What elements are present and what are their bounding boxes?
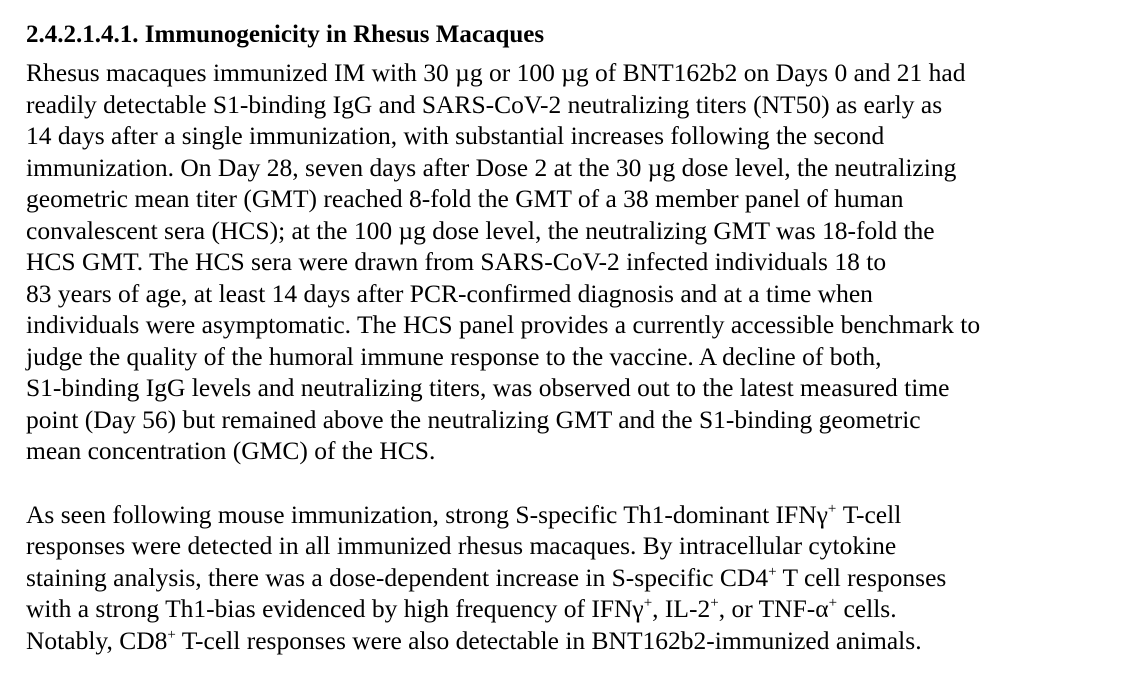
paragraph-t-cell-responses (26, 499, 1106, 657)
text-run: , or TNF-α (718, 594, 829, 623)
text-line: responses were detected in all immunized rhesus macaques. By intracellular cytokine (26, 531, 897, 560)
text-run: T-cell responses were also detectable in BNT162b2-immunized animals. (175, 625, 922, 655)
superscript-plus: + (768, 563, 777, 580)
text-run: Notably, CD8 (26, 625, 168, 655)
text-run: T cell responses (776, 562, 947, 592)
text-line: 83 years of age, at least 14 days after PCR-confirmed diagnosis and at a time when (26, 278, 873, 308)
superscript-plus: + (643, 595, 653, 611)
superscript-plus: + (828, 595, 838, 611)
text-line (26, 562, 1106, 594)
text-line: immunization. On Day 28, seven days after Dose 2 at the 30 µg dose level, the neutralizing (26, 152, 957, 182)
text-run: , IL-2 (652, 594, 711, 623)
superscript-plus: + (827, 500, 837, 517)
text-line: convalescent sera (HCS); at the 100 µg dose level, the neutralizing GMT was 18-fold the (26, 215, 935, 245)
text-line: geometric mean titer (GMT) reached 8-fold the GMT of a 38 member panel of human (26, 184, 904, 213)
text-run: T-cell (836, 499, 902, 529)
text-run: staining analysis, there was a dose-dependent increase in S-specific CD4 (26, 562, 769, 592)
text-run: As seen following mouse immunization, strong S-specific Th1-dominant IFNγ (26, 499, 828, 529)
superscript-plus: + (710, 595, 719, 611)
text-line: HCS GMT. The HCS sera were drawn from SARS-CoV-2 infected individuals 18 to (26, 247, 887, 276)
text-line: 14 days after a single immunization, with substantial increases following the second (26, 121, 885, 150)
text-line: readily detectable S1-binding IgG and SARS-CoV-2 neutralizing titers (NT50) as early as (26, 89, 943, 119)
text-line: individuals were asymptomatic. The HCS panel provides a currently accessible benchmark to (26, 310, 981, 339)
text-line (26, 499, 1106, 531)
paragraph-immunogenicity-titers (26, 57, 1106, 467)
section-heading: 2.4.2.1.4.1. Immunogenicity in Rhesus Macaques (26, 21, 545, 48)
document-page (26, 18, 1106, 656)
text-line: judge the quality of the humoral immune response to the vaccine. A decline of both, (26, 341, 882, 371)
text-run: cells. (837, 594, 897, 623)
superscript-plus: + (167, 626, 176, 643)
text-line: point (Day 56) but remained above the neutralizing GMT and the S1-binding geometric (26, 404, 921, 434)
text-line: S1-binding IgG levels and neutralizing titers, was observed out to the latest measured time (26, 373, 950, 402)
text-line (26, 593, 1106, 625)
text-line: Rhesus macaques immunized IM with 30 µg or 100 µg of BNT162b2 on Days 0 and 21 had (26, 58, 966, 87)
text-line (26, 625, 1106, 657)
text-line: mean concentration (GMC) of the HCS. (26, 436, 436, 465)
text-run: with a strong Th1-bias evidenced by high frequency of IFNγ (26, 594, 644, 623)
